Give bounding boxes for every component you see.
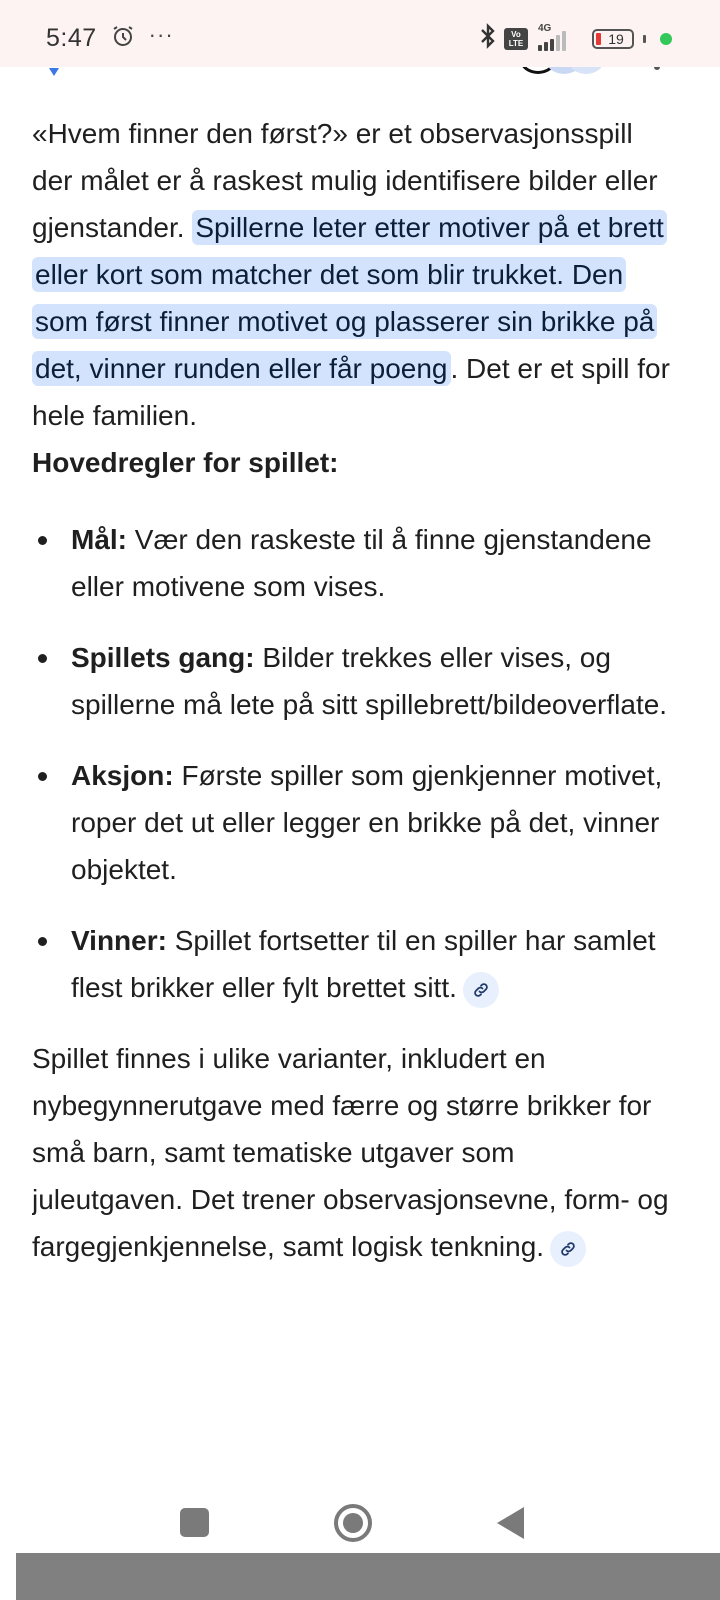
battery-icon: [592, 29, 634, 49]
signal-bars: [538, 31, 566, 51]
closing-paragraph: [32, 1035, 672, 1270]
list-item: [32, 516, 672, 610]
source-link-button[interactable]: [463, 972, 499, 1008]
signal-icon: [536, 22, 580, 51]
list-item: [32, 634, 672, 728]
rule-text: Spillet fortsetter til en spiller har samlet flest brikker eller fylt brettet sitt.: [71, 925, 656, 1003]
link-icon: [559, 1240, 577, 1258]
rule-text: Vær den raskeste til å finne gjenstandene eller motivene som vises.: [71, 524, 652, 602]
bottom-strip: [16, 1553, 720, 1600]
bluetooth-icon: [480, 23, 496, 54]
privacy-indicator-icon: [660, 33, 672, 45]
rules-list: [32, 516, 672, 1011]
status-bar: [0, 0, 720, 67]
rule-label: Mål:: [71, 524, 127, 555]
status-left: [46, 14, 174, 53]
volte-top: Vo: [511, 29, 521, 39]
link-icon: [472, 981, 490, 999]
rule-text: Første spiller som gjenkjenner motivet, roper det ut eller legger en brikke på det, vinner objektet.: [71, 760, 663, 885]
alarm-icon: [111, 24, 135, 53]
location-pin-icon: [49, 68, 59, 76]
source-link-button[interactable]: [550, 1231, 586, 1267]
home-button[interactable]: [334, 1504, 372, 1542]
highlighted-text[interactable]: Spillerne leter etter motiver på et brett eller kort som matcher det som blir trukket. Den som først finner motivet og plasserer sin brikke på det, vinner runden eller får poeng: [32, 210, 667, 386]
rule-label: Vinner:: [71, 925, 167, 956]
intro-text: «Hvem finner den først?» er et observasjonsspill der målet er å raskest mulig identifisere bilder eller gjenstander.: [32, 118, 658, 243]
rule-label: Aksjon:: [71, 760, 174, 791]
network-type: 4G: [538, 22, 552, 34]
intro-text-end: . Det er et spill for hele familien.: [32, 353, 670, 431]
rule-label: Spillets gang:: [71, 642, 255, 673]
battery-tip: [643, 35, 646, 43]
volte-icon: [504, 28, 528, 50]
closing-text: Spillet finnes i ulike varianter, inkludert en nybegynnerutgave med færre og større brikker for små barn, samt tematiske utgaver som juleutgaven. Det trener observasjonsevne, form- og fargegjenkjennelse, samt logisk tenkning.: [32, 1043, 669, 1262]
rule-text: Bilder trekkes eller vises, og spillerne må lete på sitt spillebrett/bildeoverflate.: [71, 642, 668, 720]
back-button[interactable]: [497, 1507, 524, 1539]
intro-paragraph: [32, 110, 672, 439]
status-time: 5:47: [46, 24, 97, 52]
battery-fill: [596, 33, 601, 45]
status-right: [480, 13, 672, 54]
more-notifications-icon: ···: [148, 21, 174, 47]
list-item: [32, 917, 672, 1011]
battery-level: 19: [608, 30, 624, 47]
recents-button[interactable]: [180, 1508, 209, 1537]
rules-heading: Hovedregler for spillet:: [32, 447, 339, 478]
volte-bottom: LTE: [508, 38, 524, 48]
answer-content: [32, 110, 672, 1475]
navigation-bar: [0, 1490, 720, 1554]
list-item: [32, 752, 672, 893]
